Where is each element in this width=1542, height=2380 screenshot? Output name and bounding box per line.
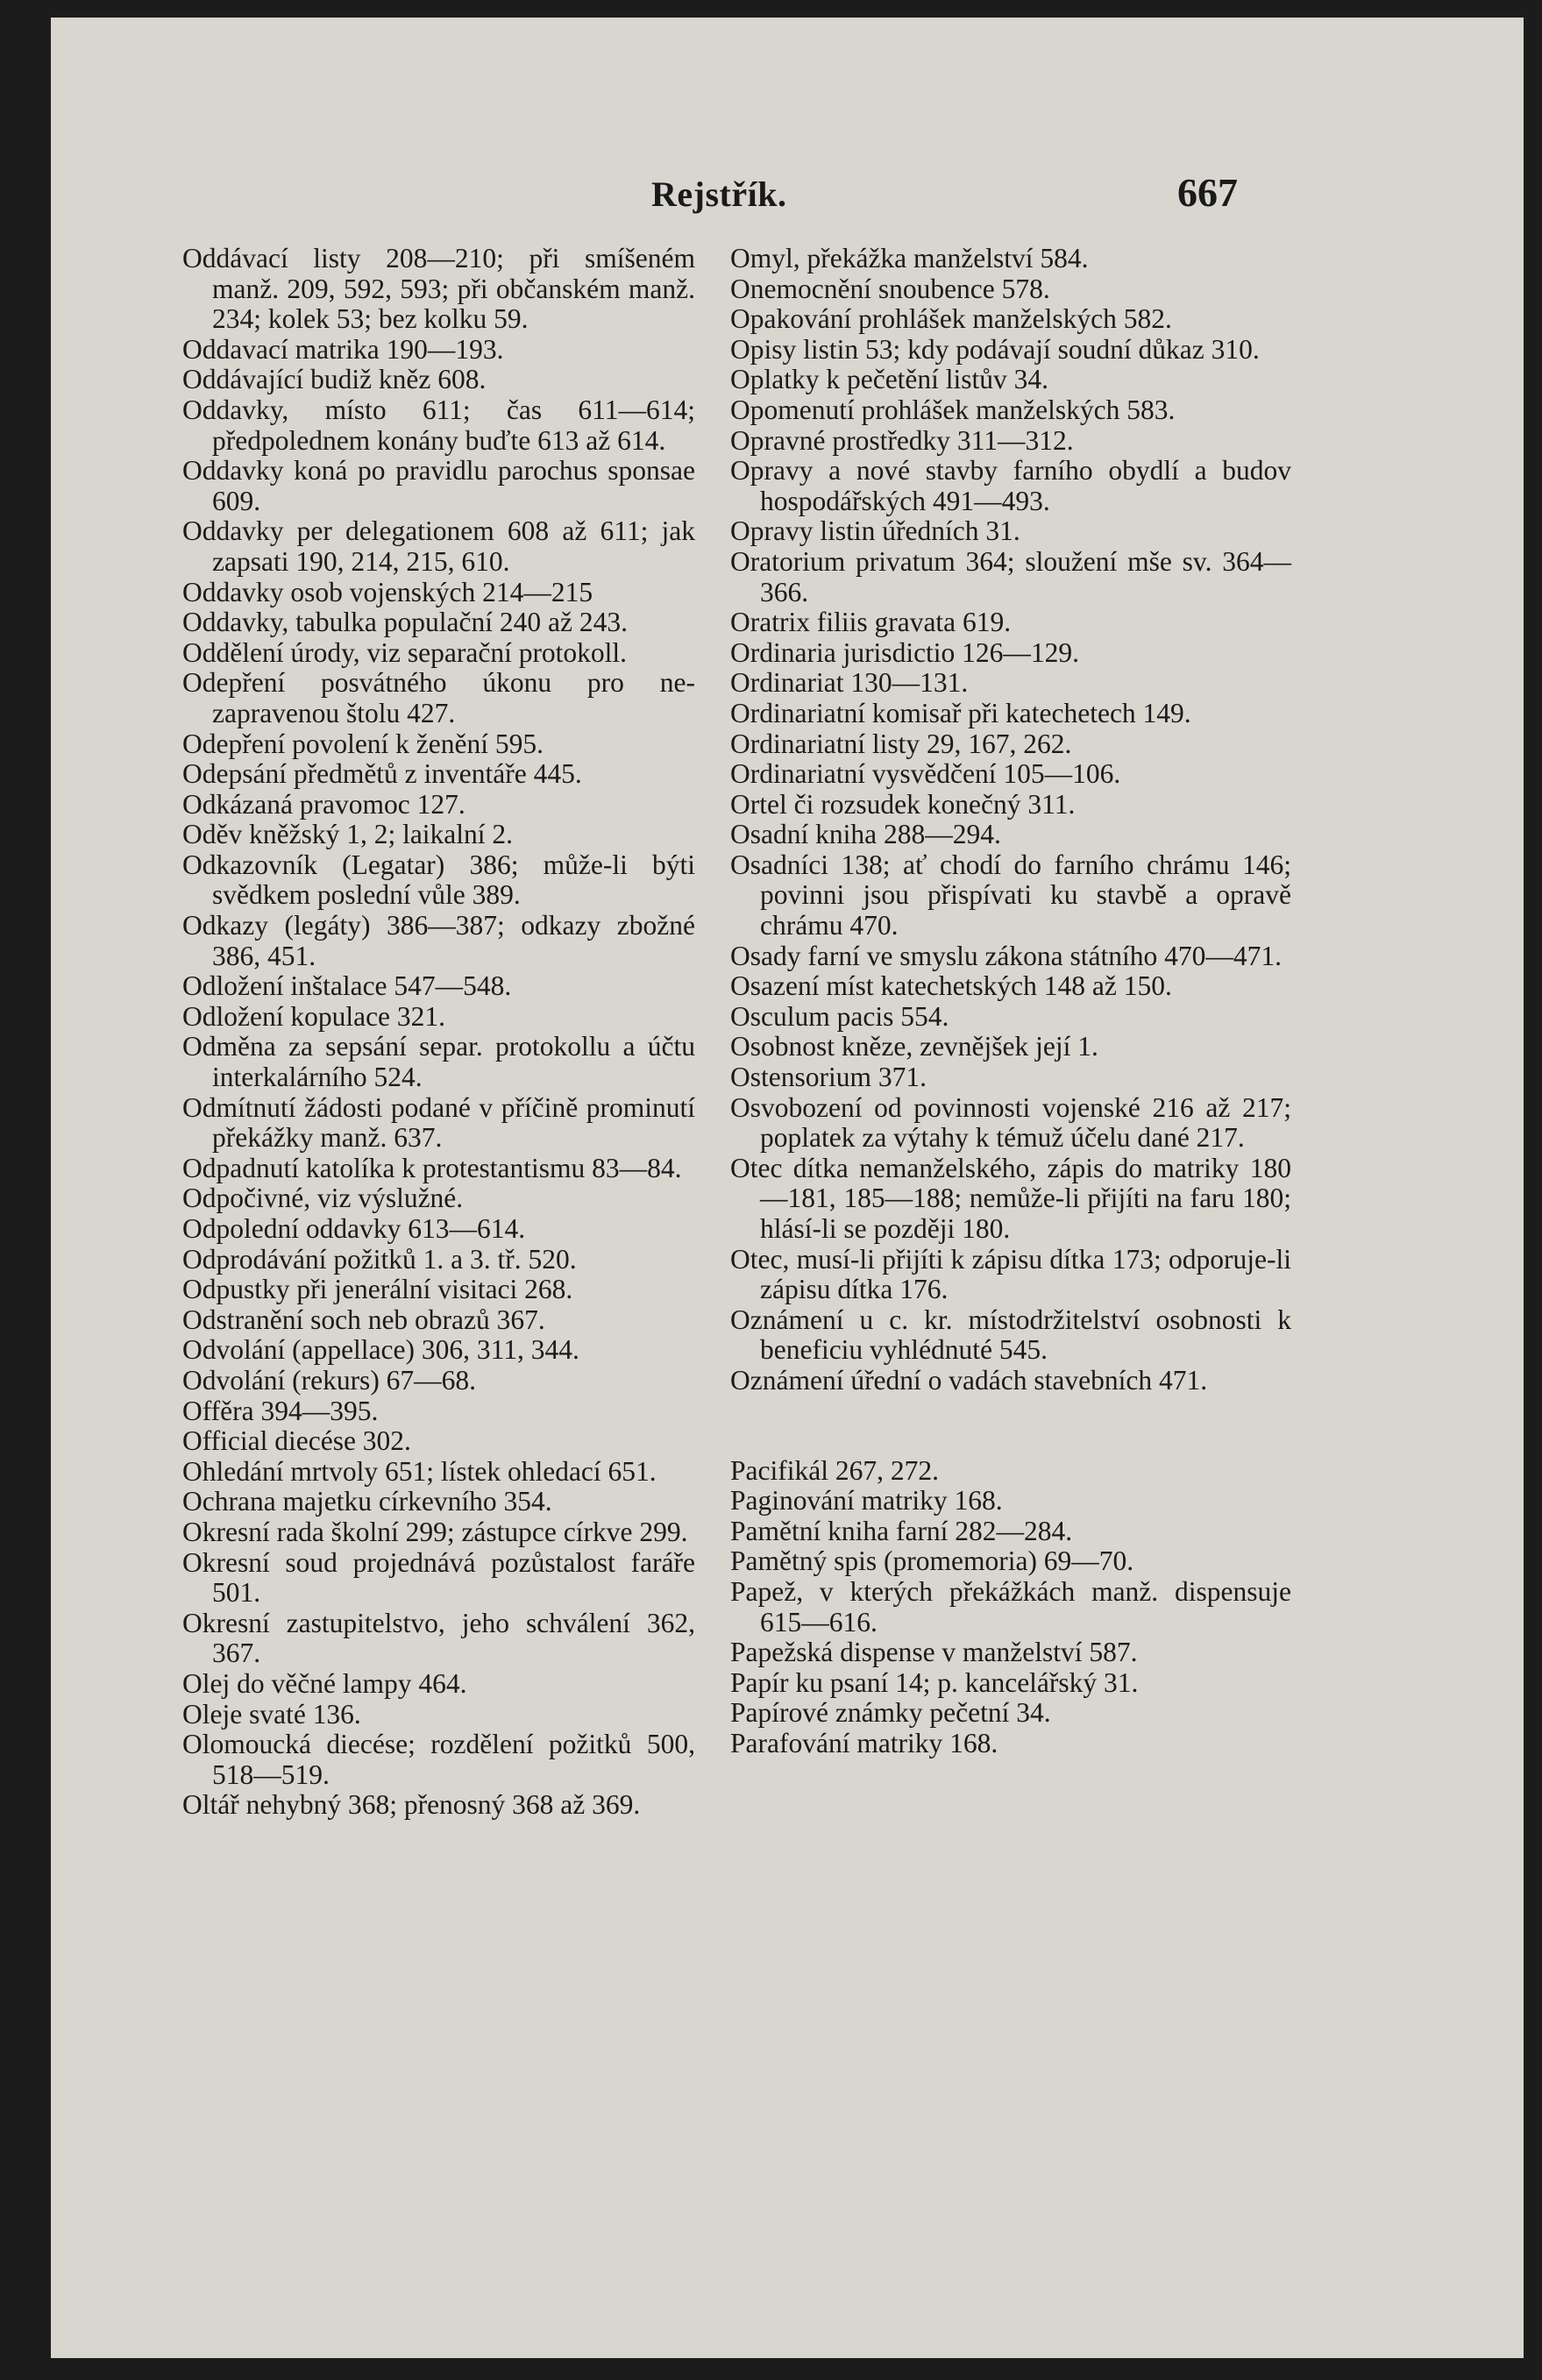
- index-entry: Papírové známky pečetní 34.: [730, 1697, 1051, 1729]
- index-entry: Odpolední oddavky 613—614.: [182, 1213, 526, 1244]
- index-entry: Pamětný spis (promemoria) 69—70.: [730, 1545, 1134, 1577]
- index-entry: Oratrix filiis gravata 619.: [730, 607, 1012, 638]
- index-entry: Odpustky při jenerální visitaci 268.: [182, 1274, 573, 1305]
- index-entry: Osvobození od povinnosti vojenské 216 až 217; poplatek za výtahy k témuž účelu dané 217.: [730, 1091, 1291, 1154]
- index-entry: Oddavky per delegationem 608 až 611; jak zapsati 190, 214, 215, 610.: [182, 515, 695, 577]
- index-entry: Oznámení úřední o vadách stavebních 471.: [730, 1364, 1208, 1396]
- index-entry: Opisy listin 53; kdy podávají soudní důkaz 310.: [730, 333, 1260, 365]
- index-entry: Ordinariatní listy 29, 167, 262.: [730, 728, 1072, 759]
- index-entry: Ordinariat 130—131.: [730, 667, 969, 699]
- index-entry: Odvolání (appellace) 306, 311, 344.: [182, 1334, 579, 1366]
- index-entry: Oddavky, tabulka populační 240 až 243.: [182, 607, 628, 638]
- index-entry: Omyl, překážka manželství 584.: [730, 243, 1089, 274]
- index-entry: Oddávající budiž kněz 608.: [182, 364, 487, 395]
- index-entry: Olej do věčné lampy 464.: [182, 1667, 467, 1699]
- index-entry: Ordinariatní vysvědčení 105—106.: [730, 758, 1121, 790]
- index-entry: Oddavky osob vojenských 214—215: [182, 576, 593, 607]
- index-entry: Odpadnutí katolíka k protestantismu 83—84.: [182, 1152, 682, 1183]
- index-entry: Osadní kniha 288—294.: [730, 819, 1001, 850]
- section-divider: [730, 1396, 1291, 1456]
- index-entry: Odkazovník (Legatar) 386; může-li býti svědkem poslední vůle 389.: [182, 849, 695, 911]
- index-entry: Opakování prohlášek manželských 582.: [730, 303, 1172, 335]
- index-entry: Odepření posvátného úkonu pro nezapravenou štolu 427.: [182, 667, 695, 728]
- index-entry: Official diecése 302.: [182, 1425, 411, 1457]
- index-entry: Oplatky k pečetění listův 34.: [730, 364, 1049, 395]
- index-entry: Otec dítka nemanželského, zápis do matriky 180—181, 185—188; nemůže-li přijíti na faru 180; hlásí-li se později 180.: [730, 1152, 1291, 1244]
- index-column-right: [730, 244, 1291, 1759]
- index-entry: Paginování matriky 168.: [730, 1485, 1003, 1517]
- index-entry: Odprodávání požitků 1. a 3. tř. 520.: [182, 1243, 577, 1275]
- index-entry: Odmítnutí žádosti podané v příčině prominutí překážky manž. 637.: [182, 1091, 695, 1154]
- index-entry: Odepření povolení k ženění 595.: [182, 728, 544, 759]
- index-entry: Opravy listin úředních 31.: [730, 515, 1020, 547]
- index-entry: Papežská dispense v manželství 587.: [730, 1637, 1138, 1668]
- index-entry: Oddávací listy 208—210; při smíšeném manž. 209, 592, 593; při občanském manž. 234; kolek 53; bez kolku 59.: [182, 243, 695, 335]
- index-entry: Oděv kněžský 1, 2; laikalní 2.: [182, 819, 514, 850]
- index-entry: Oleje svaté 136.: [182, 1698, 361, 1730]
- index-entry: Odvolání (rekurs) 67—68.: [182, 1364, 477, 1396]
- index-entry: Osady farní ve smyslu zákona státního 470—471.: [730, 940, 1283, 971]
- index-entry: Ostensorium 371.: [730, 1062, 927, 1093]
- index-entry: Osazení míst katechetských 148 až 150.: [730, 970, 1172, 1002]
- index-entry: Olomoucká diecése; rozdělení požitků 500, 518—519.: [182, 1729, 695, 1790]
- index-entry: Pamětní kniha farní 282—284.: [730, 1515, 1073, 1546]
- index-entry: Odměna za sepsání separ. protokollu a účtu interkalárního 524.: [182, 1031, 695, 1093]
- index-entry: Odstranění soch neb obrazů 367.: [182, 1304, 545, 1335]
- index-entry: Pacifikál 267, 272.: [730, 1454, 939, 1486]
- index-entry: Parafování matriky 168.: [730, 1727, 998, 1758]
- index-entry: Oznámení u c. kr. místodržitelství osobnosti k beneficiu vyhlédnuté 545.: [730, 1304, 1291, 1366]
- index-entry: Oratorium privatum 364; sloužení mše sv. 364—366.: [730, 545, 1291, 607]
- page-number: 667: [1177, 170, 1238, 215]
- index-entry: Ordinaria jurisdictio 126—129.: [730, 636, 1080, 668]
- index-entry: Oddavky, místo 611; čas 611—614; předpolednem konány buďte 613 až 614.: [182, 394, 695, 456]
- index-entry: Otec, musí-li přijíti k zápisu dítka 173; odporuje-li zápisu dítka 176.: [730, 1243, 1291, 1305]
- index-entry: Okresní rada školní 299; zástupce církve 299.: [182, 1516, 688, 1547]
- index-entry: Odložení kopulace 321.: [182, 1000, 446, 1032]
- index-entry: Okresní soud projednává pozůstalost faráře 501.: [182, 1546, 695, 1609]
- book-page: [51, 18, 1524, 2358]
- index-entry: Opomenutí prohlášek manželských 583.: [730, 394, 1176, 425]
- index-entry: Odkázaná pravomoc 127.: [182, 788, 465, 820]
- index-entry: Papír ku psaní 14; p. kancelářský 31.: [730, 1666, 1139, 1698]
- index-entry: Onemocnění snoubence 578.: [730, 273, 1050, 304]
- index-entry: Ordinariatní komisař při katechetech 149.: [730, 697, 1191, 728]
- index-entry: Osculum pacis 554.: [730, 1000, 949, 1032]
- index-entry: Papež, v kterých překážkách manž. dispensuje 615—616.: [730, 1575, 1291, 1638]
- index-entry: Osobnost kněze, zevnějšek její 1.: [730, 1031, 1098, 1062]
- index-entry: Odepsání předmětů z inventáře 445.: [182, 758, 582, 790]
- index-entry: Oddavací matrika 190—193.: [182, 333, 504, 365]
- index-entry: Offěra 394—395.: [182, 1395, 379, 1426]
- index-entry: Odpočivné, viz výslužné.: [182, 1183, 464, 1214]
- index-entry: Oddavky koná po pravidlu parochus sponsae 609.: [182, 455, 695, 516]
- index-entry: Ochrana majetku církevního 354.: [182, 1486, 552, 1517]
- index-entry: Oddělení úrody, viz separační protokoll.: [182, 636, 628, 668]
- index-entry: Okresní zastupitelstvo, jeho schválení 362, 367.: [182, 1607, 695, 1669]
- index-entry: Ohledání mrtvoly 651; lístek ohledací 651.: [182, 1455, 657, 1487]
- index-entry: Opravné prostředky 311—312.: [730, 424, 1074, 456]
- index-entry: Opravy a nové stavby farního obydlí a budov hospodářských 491—493.: [730, 455, 1291, 516]
- index-entry: Odložení inštalace 547—548.: [182, 970, 512, 1002]
- index-entry: Oltář nehybný 368; přenosný 368 až 369.: [182, 1789, 641, 1821]
- running-header: Rejstřík.: [651, 174, 787, 214]
- index-entry: Ortel či rozsudek konečný 311.: [730, 788, 1076, 820]
- index-entry: Osadníci 138; ať chodí do farního chrámu 146; povinni jsou přispívati ku stavbě a opravě chrámu 470.: [730, 849, 1291, 941]
- index-entry: Odkazy (legáty) 386—387; odkazy zbožné 386, 451.: [182, 910, 695, 971]
- index-column-left: [182, 244, 695, 1821]
